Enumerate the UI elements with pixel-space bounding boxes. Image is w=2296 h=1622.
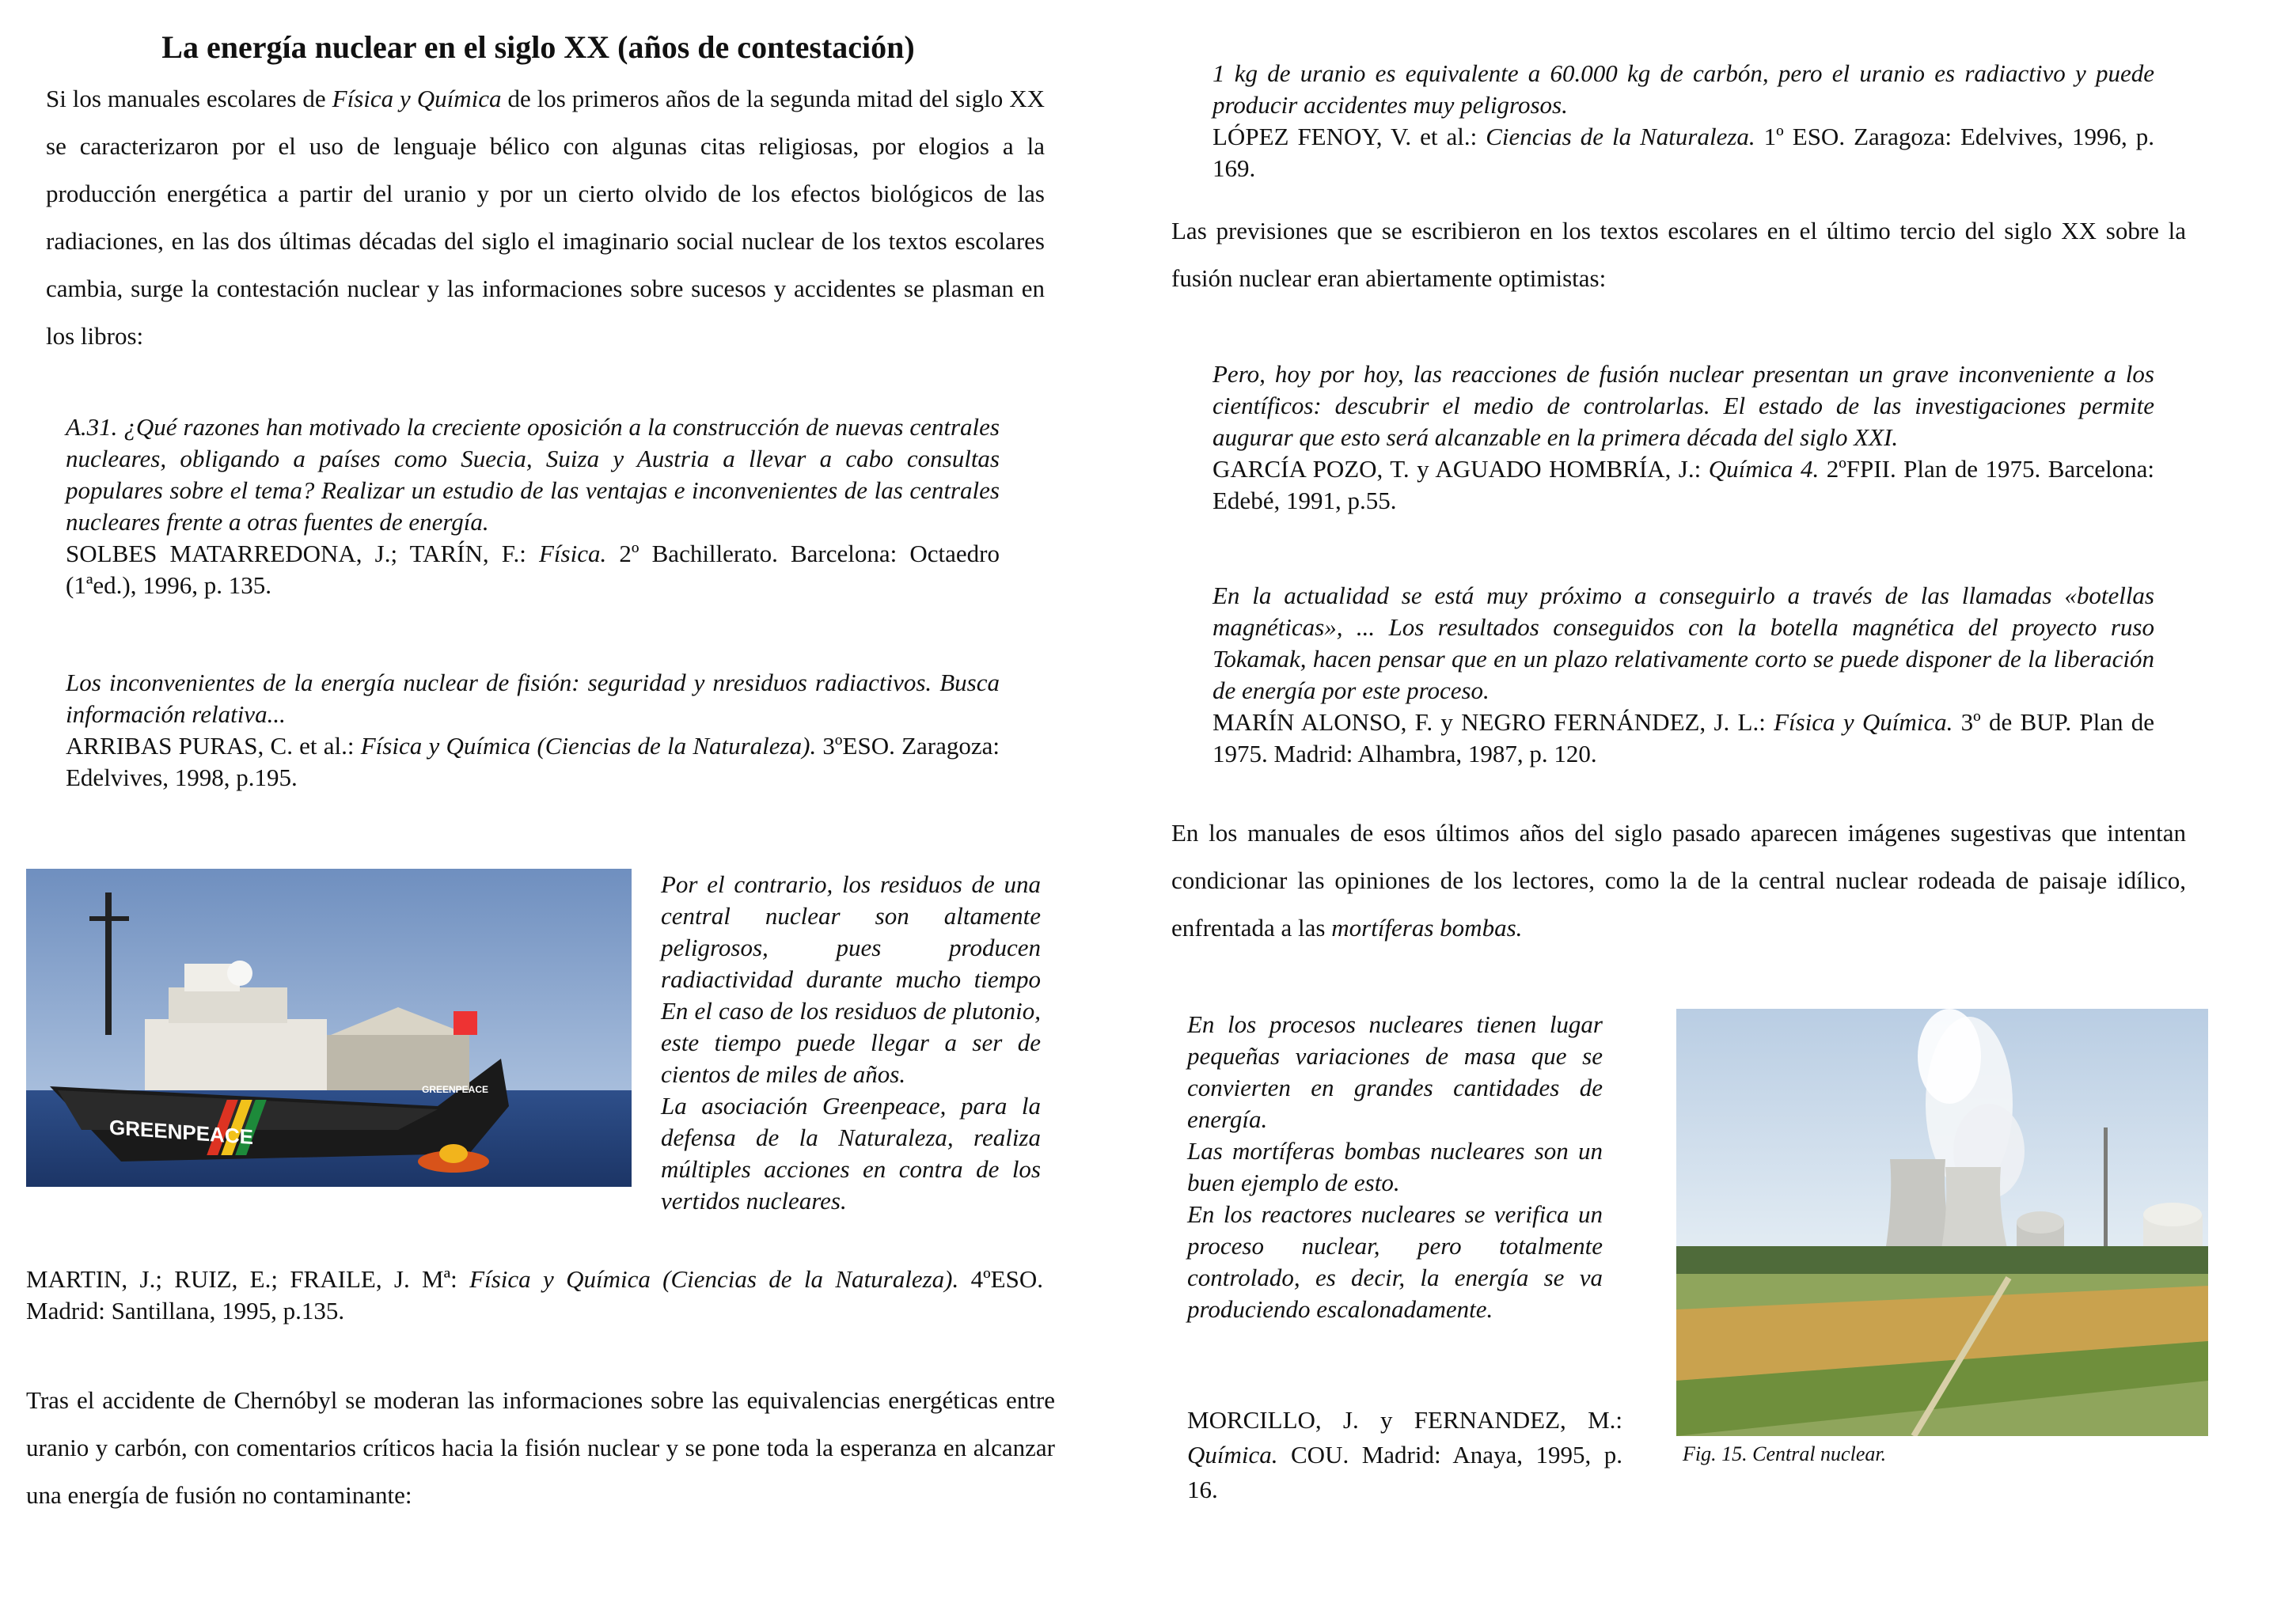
images-paragraph: En los manuales de esos últimos años del siglo pasado aparecen imágenes sugestivas que intentan condicionar las opiniones de los lectores, como la de la central nuclear rodeada de paisaje idílico, enfrentada a las mortíferas bombas. bbox=[1171, 819, 2186, 942]
quote-reference: GARCÍA POZO, T. y AGUADO HOMBRÍA, J.: Química 4. 2ºFPII. Plan de 1975. Barcelona: Edebé, 1991, p.55. bbox=[1213, 455, 2154, 514]
quote-reference-martin: MARTIN, J.; RUIZ, E.; FRAILE, J. Mª: Física y Química (Ciencias de la Naturaleza). 4ºESO. Madrid: Santillana, 1995, p.135. bbox=[26, 1265, 1043, 1325]
quote-text-2: Las mortíferas bombas nucleares son un buen ejemplo de esto. bbox=[1187, 1137, 1603, 1196]
closing-paragraph: Tras el accidente de Chernóbyl se moderan las informaciones sobre las equivalencias energéticas entre uranio y carbón, con comentarios críticos hacia la fisión nuclear y se pone toda la esperanza en alcanzar una energía de fusión no contaminante: bbox=[26, 1386, 1055, 1509]
quote-residuos bbox=[661, 869, 1041, 1217]
quote-text-3: En los reactores nucleares se verifica un proceso nuclear, pero totalmente controlado, es decir, la energía se va produciendo escalonadamente. bbox=[1187, 1200, 1603, 1323]
ship-label-small: GREENPEACE bbox=[422, 1084, 489, 1095]
quote-text: Pero, hoy por hoy, las reacciones de fusión nuclear presentan un grave inconveniente a los científicos: descubrir el medio de controlarlas. El estado de las investigaciones permite augurar que esto será alcanzable en la primera década del siglo XXI. bbox=[1213, 360, 2154, 451]
quote-arribas bbox=[66, 667, 1000, 794]
quote-reference: ARRIBAS PURAS, C. et al.: Física y Química (Ciencias de la Naturaleza). 3ºESO. Zaragoza: Edelvives, 1998, p.195. bbox=[66, 732, 1000, 791]
quote-marin bbox=[1213, 580, 2154, 770]
greenpeace-ship-photo bbox=[26, 869, 632, 1187]
quote-lopez bbox=[1213, 58, 2154, 184]
quote-morcillo bbox=[1187, 1009, 1603, 1325]
quote-solbes bbox=[66, 411, 1000, 601]
quote-text: Por el contrario, los residuos de una central nuclear son altamente peligrosos, pues producen radiactividad durante mucho tiempo En el caso de los residuos de plutonio, este tiempo puede llegar a ser de cientos de miles de años. bbox=[661, 870, 1041, 1088]
nuclear-plant-photo bbox=[1676, 1009, 2208, 1484]
quote-reference: SOLBES MATARREDONA, J.; TARÍN, F.: Física. 2º Bachillerato. Barcelona: Octaedro (1ªed.), 1996, p. 135. bbox=[66, 540, 1000, 599]
intro-paragraph: Si los manuales escolares de Física y Química de los primeros años de la segunda mitad del siglo XX se caracterizaron por el uso de lenguaje bélico con algunas citas religiosas, por elogios a la producción energética a partir del uranio y por un cierto olvido de los efectos biológicos de las radiaciones, en las dos últimas décadas del siglo el imaginario social nuclear de los textos escolares cambia, surge la contestación nuclear y las informaciones sobre sucesos y accidentes se plasman en los libros: bbox=[46, 85, 1045, 350]
quote-reference: MARÍN ALONSO, F. y NEGRO FERNÁNDEZ, J. L.: Física y Química. 3º de BUP. Plan de 1975. Madrid: Alhambra, 1987, p. 120. bbox=[1213, 708, 2154, 767]
quote-text-1: En los procesos nucleares tienen lugar pequeñas variaciones de masa que se convierten en grandes cantidades de energía. bbox=[1187, 1010, 1603, 1133]
fusion-paragraph: Las previsiones que se escribieron en los textos escolares en el último tercio del siglo XX sobre la fusión nuclear eran abiertamente optimistas: bbox=[1171, 217, 2186, 292]
quote-text: A.31. ¿Qué razones han motivado la creciente oposición a la construcción de nuevas centrales nucleares, obligando a países como Suecia, Suiza y Austria a llevar a cabo consultas populares sobre el tema? Realizar un estudio de las ventajas e inconvenientes de las centrales nucleares frente a otras fuentes de energía. bbox=[66, 413, 1000, 536]
quote-text: Los inconvenientes de la energía nuclear de fisión: seguridad y nresiduos radiactivos. Busca información relativa... bbox=[66, 669, 1000, 728]
quote-text-greenpeace: La asociación Greenpeace, para la defensa de la Naturaleza, realiza múltiples acciones en contra de los vertidos nucleares. bbox=[661, 1092, 1041, 1215]
quote-text: 1 kg de uranio es equivalente a 60.000 kg de carbón, pero el uranio es radiactivo y puede producir accidentes muy peligrosos. bbox=[1213, 59, 2154, 119]
quote-text: En la actualidad se está muy próximo a conseguirlo a través de las llamadas «botellas magnéticas», ... Los resultados conseguidos con la botella magnética del proyecto ruso Tokamak, hacen pensar que en un plazo relativamente corto se puede disponer de la liberación de energía por este proceso. bbox=[1213, 582, 2154, 704]
figure-caption: Fig. 15. Central nuclear. bbox=[1683, 1442, 1887, 1465]
quote-garcia bbox=[1213, 358, 2154, 517]
page-title: La energía nuclear en el siglo XX (años de contestación) bbox=[161, 29, 915, 65]
quote-reference-morcillo: MORCILLO, J. y FERNANDEZ, M.: Química. COU. Madrid: Anaya, 1995, p. 16. bbox=[1187, 1406, 1622, 1503]
quote-reference: LÓPEZ FENOY, V. et al.: Ciencias de la Naturaleza. 1º ESO. Zaragoza: Edelvives, 1996, p. 169. bbox=[1213, 123, 2154, 182]
ship-label: GREENPEACE bbox=[109, 1115, 253, 1150]
